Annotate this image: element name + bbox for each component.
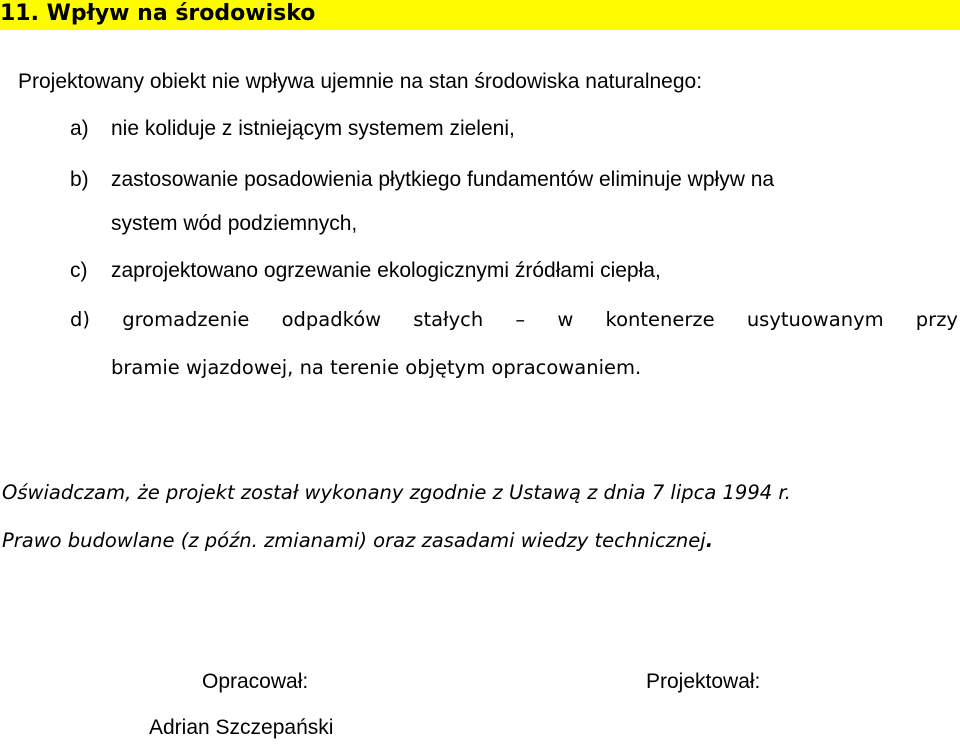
list-item-d-line xyxy=(70,308,958,331)
list-item-d-word: usytuowanym xyxy=(746,308,884,331)
declaration-line-2-text: Prawo budowlane (z późn. zmianami) oraz zasadami wiedzy technicznej xyxy=(2,529,706,552)
intro-paragraph: Projektowany obiekt nie wpływa ujemnie na stan środowiska naturalnego: xyxy=(18,70,703,93)
list-item-d-word: odpadków xyxy=(281,308,382,331)
list-item-a-text: nie koliduje z istniejącym systemem zieleni, xyxy=(111,117,515,140)
list-marker-d: d) xyxy=(70,308,90,331)
declaration-line-2 xyxy=(2,529,713,552)
list-item-b-text: zastosowanie posadowienia płytkiego fundamentów eliminuje wpływ na xyxy=(111,168,775,191)
prepared-by-name: Adrian Szczepański xyxy=(149,716,334,739)
declaration-line-1: Oświadczam, że projekt został wykonany zgodnie z Ustawą z dnia 7 lipca 1994 r. xyxy=(2,481,791,504)
list-item-b-continuation: system wód podziemnych, xyxy=(111,212,358,235)
list-item-d-word: przy xyxy=(915,308,958,331)
list-item-d-continuation: bramie wjazdowej, na terenie objętym opracowaniem. xyxy=(111,356,642,379)
list-marker-a: a) xyxy=(70,117,89,140)
section-number: 11. xyxy=(0,1,39,26)
designed-by-label: Projektował: xyxy=(646,670,761,693)
list-item-d-word: stałych xyxy=(413,308,484,331)
list-item-d-word: gromadzenie xyxy=(122,308,250,331)
list-item-d-word: kontenerze xyxy=(605,308,715,331)
section-title: Wpływ na środowisko xyxy=(46,1,316,26)
list-marker-b: b) xyxy=(70,168,89,191)
section-heading xyxy=(0,1,315,26)
list-item-d-word: w xyxy=(557,308,574,331)
declaration-period: . xyxy=(705,529,714,552)
prepared-by-label: Opracował: xyxy=(202,670,309,693)
list-item-d-dash: – xyxy=(515,308,526,331)
list-marker-c: c) xyxy=(70,259,88,282)
list-item-c-text: zaprojektowano ogrzewanie ekologicznymi źródłami ciepła, xyxy=(111,259,661,282)
